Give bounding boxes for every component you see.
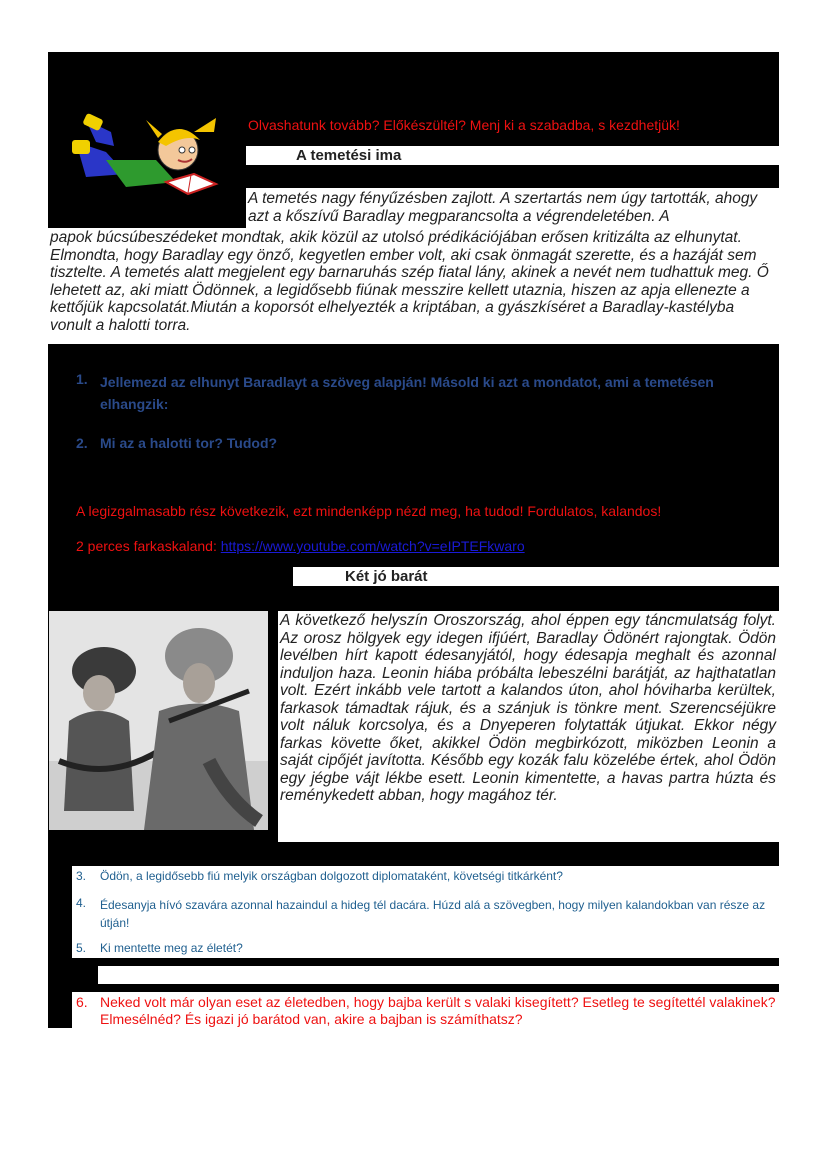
answer-bar[interactable] [98, 966, 779, 984]
section-text-rest: papok búcsúbeszédeket mondtak, akik közül az utolsó prédikációjában erősen kritizálta az elhunytat. Elmondta, hogy Baradlay egy önző, kegyetlen ember volt, aki csak önmagát szerette, és a hazáját sem tisztelte. A temetés alatt megjelent egy barnaruhás szép fiatal lány, akinek a nevét nem tudhattuk meg. Ő lehetett az, aki miatt Ödönnek, a legidősebb fiúnak messzire kellett utaznia, hiszen az apja ellenezte a kettőjük kapcsolatát.Miután a koporsót elhelyezték a kriptában, a gyászkíséret a Baradlay-kastélyba vonult a halotti torra. [50, 229, 769, 334]
reading-child-clipart [66, 112, 226, 197]
question-3-number: 3. [76, 869, 87, 883]
question-1-text: Jellemezd az elhunyt Baradlayt a szöveg alapján! Másold ki azt a mondatot, ami a temetésen elhangzik: [100, 374, 714, 412]
question-1-number: 1. [76, 371, 88, 387]
two-friends-photo [49, 611, 268, 830]
question-5-text: Ki mentette meg az életét? [100, 941, 243, 955]
question-5-number: 5. [76, 941, 87, 955]
question-4-text: Édesanyja hívó szavára azonnal hazaindul a hideg tél dacára. Húzd alá a szövegben, hogy milyen kalandokban van része az útján! [100, 898, 766, 930]
question-6-text: Neked volt már olyan eset az életedben, hogy bajba került s valaki kisegített? Esetleg te segítettél valakinek? Elmesélnéd? És igazi jó barátod van, akire a bajban is számíthatsz? [100, 994, 776, 1027]
section-text-top: A temetés nagy fényűzésben zajlott. A szertartás nem úgy tartották, ahogy azt a kőszívű Baradlay megparancsolta a végrendeletében. A [248, 190, 758, 225]
section2-text: A következő helyszín Oroszország, ahol éppen egy táncmulatság folyt. Az orosz hölgyek egy idegen ifjúért, Baradlay Ödönért rajongtak. Ödön levélben hírt kapott édesanyjától, hogy édesapja meghalt és azonnal induljon haza. Leonin hiába próbálta lebeszélni barátját, az hajthatatlan volt. Ezért inkább vele tartott a kalandos úton, ahol hóviharba kerültek, farkasok támadtak rájuk, és a szánjuk is tönkre ment. Szerencséjükre volt náluk korcsolya, és a Dnyeperen folytatták útjukat. Ekkor négy farkas követte őket, akikkel Ödön megbirkózott, miközben Leonin a saját cipőjét javította. Később egy kozák falu közelébe értek, ahol Ödön egy jégbe vájt lékbe esett. Leonin kimentette, a havas partra húzta és reménykedett abban, hogy magához tér. [280, 612, 776, 804]
intro-line: Olvashatunk tovább? Előkészültél? Menj ki a szabadba, s kezdhetjük! [248, 117, 680, 133]
section2-title: Két jó barát [345, 568, 428, 585]
question-4-number: 4. [76, 896, 87, 910]
section-title: A temetési ima [296, 147, 402, 164]
question-2-text: Mi az a halotti tor? Tudod? [100, 435, 278, 451]
question-3-text: Ödön, a legidősebb fiú melyik országban dolgozott diplomataként, követségi titkárként? [100, 869, 563, 883]
video-link[interactable]: https://www.youtube.com/watch?v=eIPTEFkwaro [220, 538, 525, 554]
video-label: 2 perces farkaskaland: [76, 538, 221, 554]
video-line [76, 538, 525, 554]
teaser-line: A legizgalmasabb rész következik, ezt mindenképp nézd meg, ha tudod! Fordulatos, kalandos! [76, 503, 662, 519]
question-2-number: 2. [76, 435, 88, 451]
question-6-number: 6. [76, 994, 88, 1010]
